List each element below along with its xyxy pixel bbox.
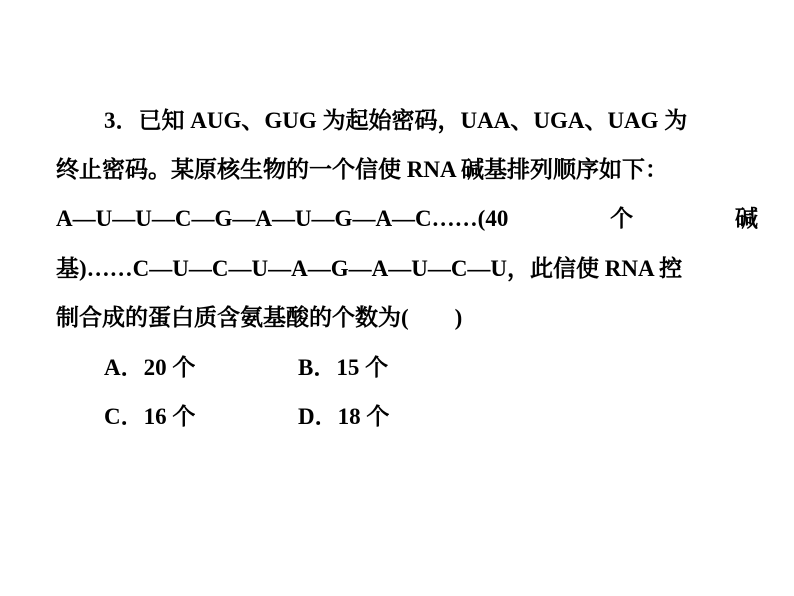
base-sequence-start: A—U—U—C—G—A—U—G—A—C……(40 [56, 206, 509, 231]
question-text-1: 3．已知 AUG、GUG 为起始密码，UAA、UGA、UAG 为 [104, 108, 688, 133]
word-ge: 个 [610, 206, 634, 231]
question-prompt: 制合成的蛋白质含氨基酸的个数为( ) [56, 305, 463, 330]
option-d[interactable]: D．18 个 [298, 404, 390, 429]
question-line-2 [56, 154, 758, 186]
option-b[interactable]: B．15 个 [298, 355, 389, 380]
question-line-4 [56, 253, 758, 285]
option-a[interactable]: A．20 个 [104, 355, 196, 380]
base-sequence-end: 基)……C—U—C—U—A—G—A—U—C—U，此信使 RNA 控 [56, 256, 683, 281]
question-line-5 [56, 302, 758, 334]
question-text-2: 终止密码。某原核生物的一个信使 RNA 碱基排列顺序如下： [56, 157, 669, 182]
question-line-3 [56, 203, 758, 235]
option-c[interactable]: C．16 个 [104, 404, 196, 429]
question-line-1 [104, 105, 758, 137]
word-jian: 碱 [734, 206, 758, 231]
